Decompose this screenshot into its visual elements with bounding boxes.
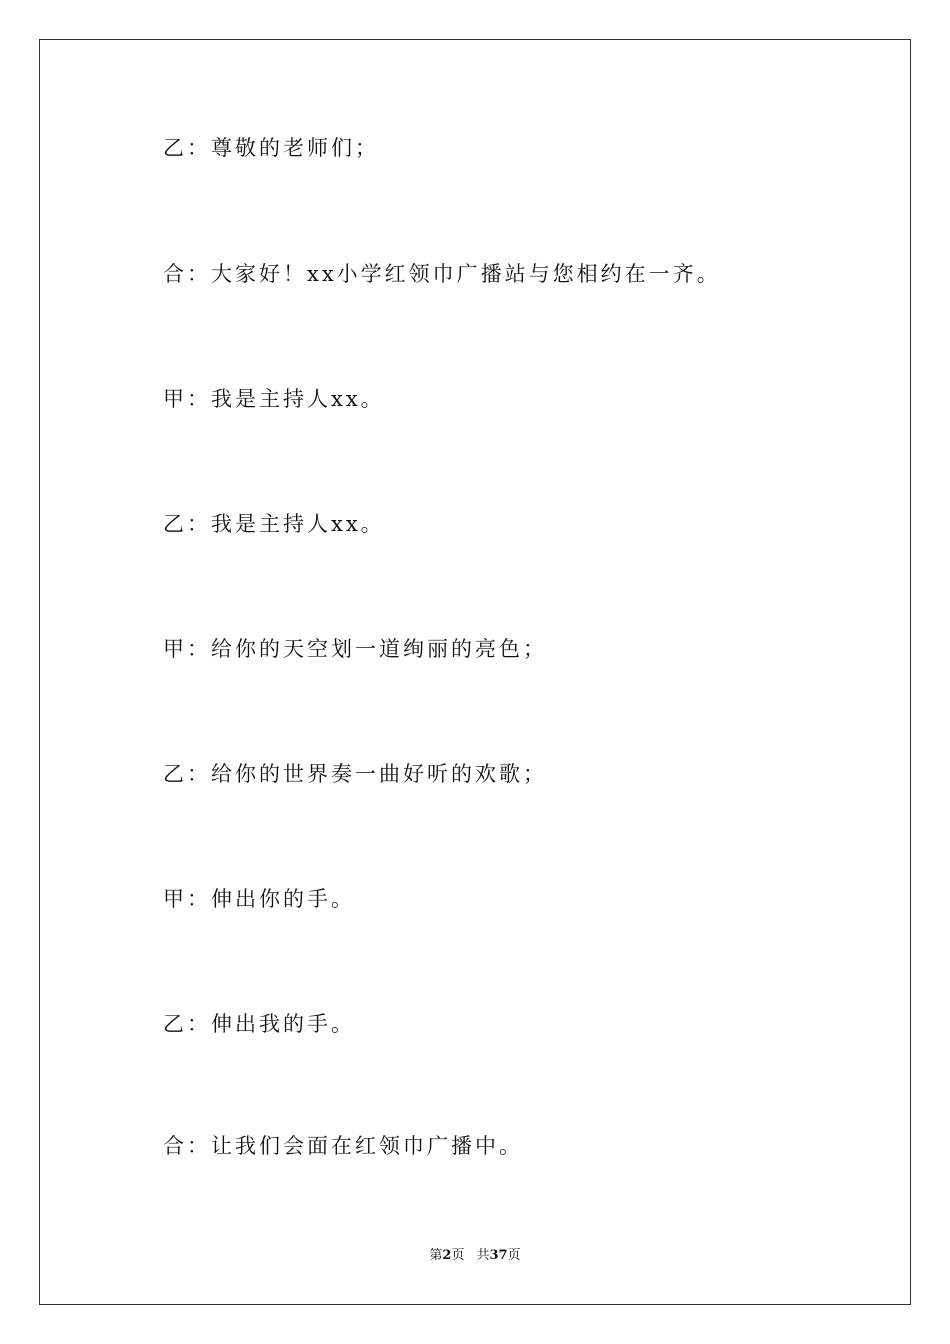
text-line: 合：让我们会面在红领巾广播中。 xyxy=(163,1134,523,1158)
page-prefix: 第 xyxy=(429,1248,443,1263)
text-line: 乙：尊敬的老师们； xyxy=(163,136,379,160)
text-line: 甲：我是主持人xx。 xyxy=(163,387,385,411)
text-line: 甲：给你的天空划一道绚丽的亮色； xyxy=(163,637,547,661)
page-suffix: 页 xyxy=(451,1248,465,1263)
page-footer xyxy=(0,1247,950,1265)
page-number: 2 xyxy=(442,1248,452,1263)
total-pages: 37 xyxy=(489,1248,508,1263)
text-line: 合：大家好！xx小学红领巾广播站与您相约在一齐。 xyxy=(163,262,721,286)
text-line: 甲：伸出你的手。 xyxy=(163,887,355,911)
page-border xyxy=(39,39,911,1305)
text-line: 乙：给你的世界奏一曲好听的欢歌； xyxy=(163,762,547,786)
total-suffix: 页 xyxy=(507,1248,521,1263)
text-line: 乙：我是主持人xx。 xyxy=(163,512,385,536)
total-prefix: 共 xyxy=(476,1248,490,1263)
text-line: 乙：伸出我的手。 xyxy=(163,1012,355,1036)
